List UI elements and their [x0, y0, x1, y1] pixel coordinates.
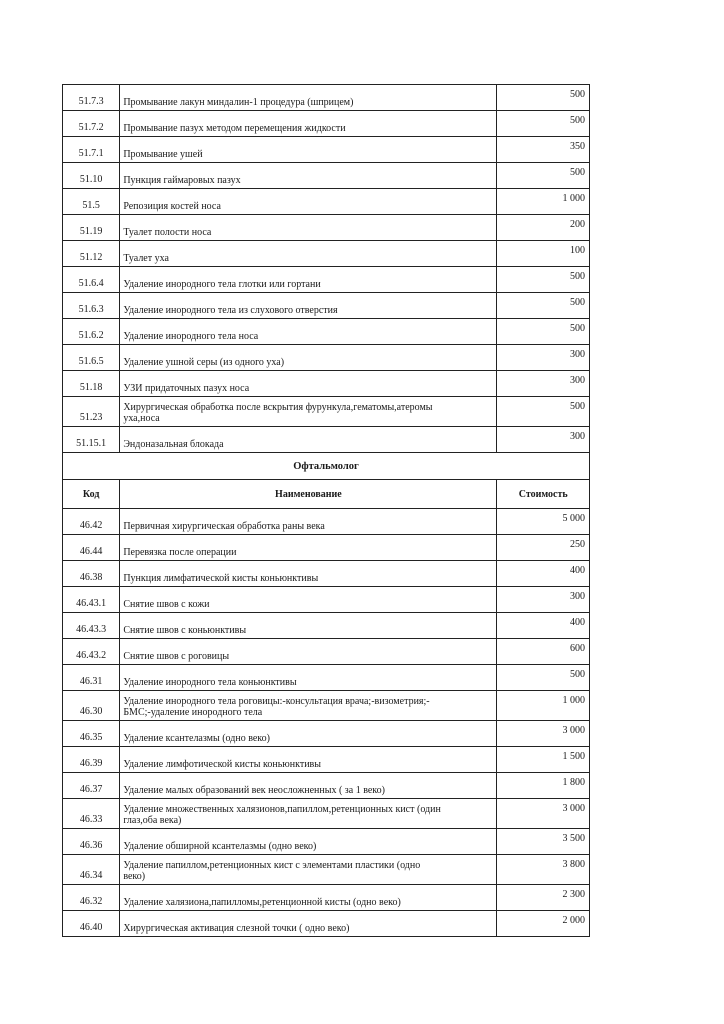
service-code: 51.23: [63, 397, 120, 427]
table-row: [63, 345, 590, 371]
service-name: Снятие швов с кожи: [120, 587, 497, 613]
table-row: [63, 427, 590, 453]
service-price: 500: [497, 85, 590, 111]
service-code: 51.5: [63, 189, 120, 215]
service-code: 46.43.2: [63, 639, 120, 665]
table-row: [63, 137, 590, 163]
table-row: [63, 85, 590, 111]
service-name: [120, 397, 497, 427]
service-code: 51.18: [63, 371, 120, 397]
service-code: 46.31: [63, 665, 120, 691]
service-name: Удаление инородного тела из слухового отверстия: [120, 293, 497, 319]
service-price: 500: [497, 111, 590, 137]
service-name-line-1: Удаление множественных халязионов,папиллом,ретенционных кист (один: [123, 804, 441, 815]
service-name: Промывание ушей: [120, 137, 497, 163]
service-name: Снятие швов с коньюнктивы: [120, 613, 497, 639]
service-code: 46.33: [63, 799, 120, 829]
service-code: 46.43.1: [63, 587, 120, 613]
service-price: 3 000: [497, 799, 590, 829]
table-row: [63, 691, 590, 721]
service-name: Удаление обширной ксантелазмы (одно веко): [120, 829, 497, 855]
service-price: 300: [497, 587, 590, 613]
service-code: 46.38: [63, 561, 120, 587]
table-row: [63, 773, 590, 799]
service-price: 300: [497, 345, 590, 371]
service-name-line-2: веко): [123, 871, 146, 882]
service-code: 51.12: [63, 241, 120, 267]
service-code: 46.42: [63, 509, 120, 535]
service-price: 5 000: [497, 509, 590, 535]
service-name: Удаление ушной серы (из одного уха): [120, 345, 497, 371]
service-code: 46.32: [63, 885, 120, 911]
header-price: Стоимость: [497, 480, 590, 509]
service-price: 350: [497, 137, 590, 163]
service-code: 46.35: [63, 721, 120, 747]
service-code: 51.10: [63, 163, 120, 189]
header-code: Код: [63, 480, 120, 509]
service-price: 400: [497, 613, 590, 639]
service-name: Удаление халязиона,папилломы,ретенционной кисты (одно веко): [120, 885, 497, 911]
table-row: [63, 189, 590, 215]
service-price: 500: [497, 665, 590, 691]
service-name: [120, 855, 497, 885]
service-code: 46.30: [63, 691, 120, 721]
service-price: 500: [497, 319, 590, 345]
service-name: Пункция лимфатической кисты коньюнктивы: [120, 561, 497, 587]
service-name: Промывание лакун миндалин-1 процедура (шприцем): [120, 85, 497, 111]
service-price: 500: [497, 293, 590, 319]
service-name: Удаление инородного тела глотки или гортани: [120, 267, 497, 293]
service-name-line-2: уха,носа: [123, 413, 160, 424]
service-price: 3 500: [497, 829, 590, 855]
service-name: Удаление ксантелазмы (одно веко): [120, 721, 497, 747]
service-price: 1 500: [497, 747, 590, 773]
service-name-line-1: Удаление инородного тела роговицы:-консультация врача;-визометрия;-: [123, 696, 430, 707]
section-title: Офтальмолог: [63, 453, 590, 480]
table-row: [63, 535, 590, 561]
table-row: [63, 587, 590, 613]
table-row: [63, 911, 590, 937]
service-code: 51.19: [63, 215, 120, 241]
table-row: [63, 293, 590, 319]
table-row: [63, 747, 590, 773]
table-row: [63, 639, 590, 665]
service-name: Удаление малых образований век неосложненных ( за 1 веко): [120, 773, 497, 799]
service-price: 1 800: [497, 773, 590, 799]
service-price: 200: [497, 215, 590, 241]
table-row: [63, 561, 590, 587]
service-name: Удаление лимфотической кисты коньюнктивы: [120, 747, 497, 773]
service-price: 2 300: [497, 885, 590, 911]
service-price: 3 800: [497, 855, 590, 885]
table-row: [63, 397, 590, 427]
service-code: 46.43.3: [63, 613, 120, 639]
service-code: 46.37: [63, 773, 120, 799]
service-price: 300: [497, 427, 590, 453]
table-row: [63, 319, 590, 345]
service-price: 400: [497, 561, 590, 587]
table-row: [63, 509, 590, 535]
service-code: 46.34: [63, 855, 120, 885]
service-name: [120, 691, 497, 721]
table-row: [63, 111, 590, 137]
service-price: 1 000: [497, 691, 590, 721]
table-row: [63, 885, 590, 911]
service-code: 46.40: [63, 911, 120, 937]
service-code: 51.7.1: [63, 137, 120, 163]
service-name-line-2: глаз,оба века): [123, 815, 182, 826]
service-name-line-1: Удаление папиллом,ретенционных кист с элементами пластики (одно: [123, 860, 421, 871]
table-row: [63, 613, 590, 639]
ophthalmology-section-header: [63, 453, 590, 509]
table-row: [63, 799, 590, 829]
service-code: 46.44: [63, 535, 120, 561]
price-table: [62, 84, 590, 937]
table-row: [63, 371, 590, 397]
service-price: 2 000: [497, 911, 590, 937]
service-code: 51.6.4: [63, 267, 120, 293]
service-price: 600: [497, 639, 590, 665]
service-name: УЗИ придаточных пазух носа: [120, 371, 497, 397]
table-row: [63, 267, 590, 293]
service-price: 500: [497, 163, 590, 189]
ent-services-section: [63, 85, 590, 453]
service-name: Пункция гаймаровых пазух: [120, 163, 497, 189]
price-list-page: [62, 84, 590, 937]
service-code: 46.39: [63, 747, 120, 773]
service-name: Эндоназальная блокада: [120, 427, 497, 453]
service-name: Первичная хирургическая обработка раны века: [120, 509, 497, 535]
service-code: 51.6.2: [63, 319, 120, 345]
table-row: [63, 163, 590, 189]
table-row: [63, 721, 590, 747]
service-code: 51.15.1: [63, 427, 120, 453]
service-name: Хирургическая активация слезной точки ( одно веко): [120, 911, 497, 937]
table-row: [63, 855, 590, 885]
service-name: Туалет уха: [120, 241, 497, 267]
service-name: Удаление инородного тела носа: [120, 319, 497, 345]
service-name: Снятие швов с роговицы: [120, 639, 497, 665]
table-row: [63, 215, 590, 241]
service-code: 51.7.3: [63, 85, 120, 111]
service-price: 250: [497, 535, 590, 561]
service-name: Туалет полости носа: [120, 215, 497, 241]
ophthalmology-services-section: [63, 509, 590, 937]
service-name: Удаление инородного тела коньюнктивы: [120, 665, 497, 691]
table-row: [63, 241, 590, 267]
header-name: Наименование: [120, 480, 497, 509]
service-name: Репозиция костей носа: [120, 189, 497, 215]
table-row: [63, 665, 590, 691]
service-code: 51.7.2: [63, 111, 120, 137]
service-price: 500: [497, 267, 590, 293]
service-code: 46.36: [63, 829, 120, 855]
service-price: 3 000: [497, 721, 590, 747]
service-price: 300: [497, 371, 590, 397]
service-code: 51.6.5: [63, 345, 120, 371]
service-name: [120, 799, 497, 829]
table-row: [63, 829, 590, 855]
service-price: 100: [497, 241, 590, 267]
service-name: Промывание пазух методом перемещения жидкости: [120, 111, 497, 137]
service-name: Перевязка после операции: [120, 535, 497, 561]
service-price: 1 000: [497, 189, 590, 215]
service-name-line-2: БМС;-удаление инородного тела: [123, 707, 263, 718]
service-code: 51.6.3: [63, 293, 120, 319]
service-price: 500: [497, 397, 590, 427]
service-name-line-1: Хирургическая обработка после вскрытия фурункула,гематомы,атеромы: [123, 402, 433, 413]
